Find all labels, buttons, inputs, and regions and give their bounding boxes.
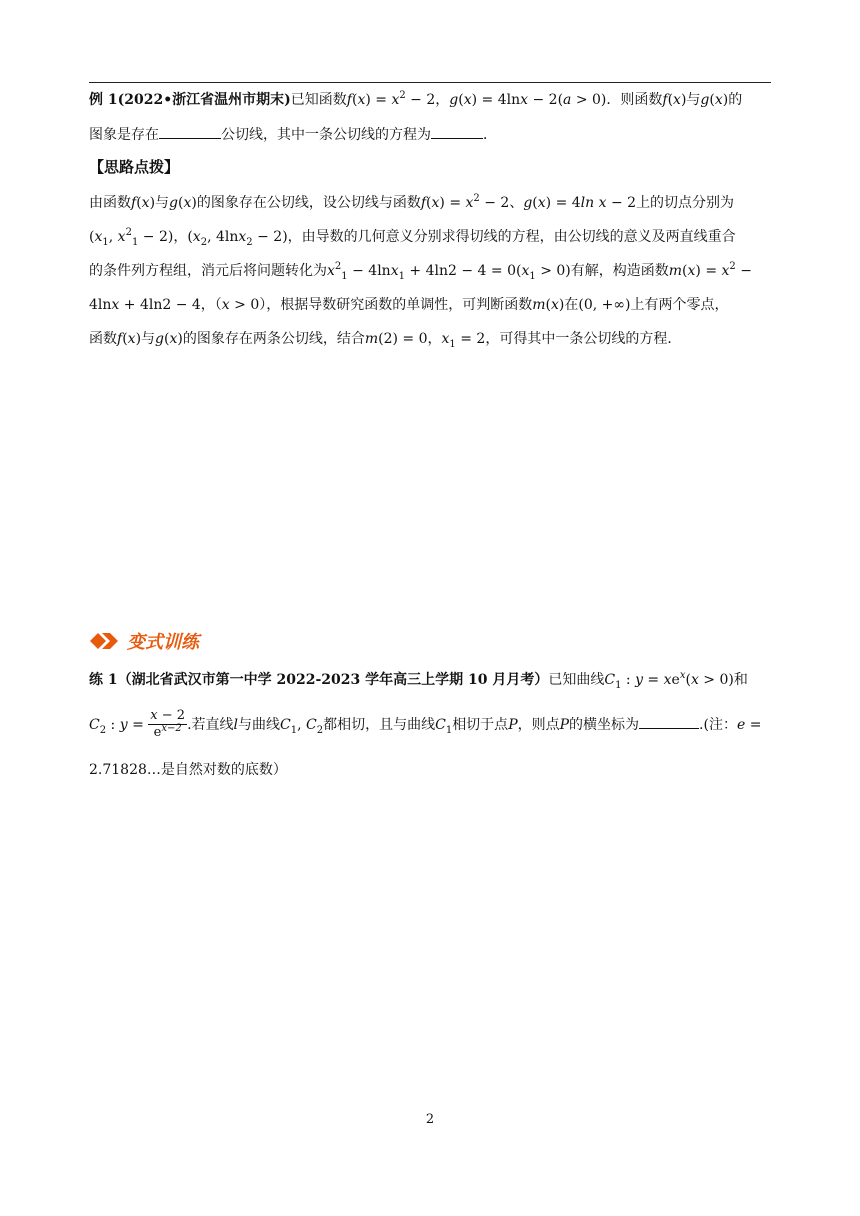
example-text: 与 — [686, 92, 701, 108]
double-chevron-icon — [89, 630, 123, 652]
exercise-line-1: 练 1（湖北省武汉市第一中学 2022-2023 学年高三上学期 10 月月考）已知曲线$C_1$ : $y = xe^x(x > 0)$和 — [89, 670, 748, 691]
example-line-2 — [89, 124, 497, 146]
hint-line-1: 由函数f(x)与g(x)的图象存在公切线，设公切线与函数$f(x) = x^2 - 2$、g(x) = 4ln x − 2上的切点分别为 — [89, 193, 735, 211]
hint-line-5: 函数f(x)与g(x)的图象存在两条公切线，结合m(2) = 0，$x_1 = 2$，可得其中一条公切线的方程． — [89, 331, 682, 350]
example-source: (2022•浙江省温州市期末) — [117, 92, 291, 108]
exercise-label: 练 1（湖北省武汉市第一中学 2022-2023 学年高三上学期 10 月月考） — [89, 672, 549, 688]
example-line-1: 例 1(2022•浙江省温州市期末)已知函数$f(x) = x^2 - 2$，g(x) = 4lnx − 2(a > 0)．则函数f(x)与g(x)的 — [89, 90, 743, 108]
hint-line-4: 4lnx + 4ln2 − 4，（x > 0），根据导数研究函数的单调性，可判断函数m(x)在(0, +∞)上有两个零点， — [89, 297, 729, 313]
formula-g: g — [449, 92, 459, 108]
answer-blank-2[interactable] — [431, 124, 483, 139]
section-title: 变式训练 — [127, 632, 199, 653]
example-label: 例 1 — [89, 92, 118, 108]
example-text: 的 — [728, 92, 743, 108]
page-number: 2 — [425, 1112, 435, 1127]
example-text: ．则函数 — [606, 92, 663, 108]
example-text: ． — [483, 127, 497, 143]
exercise-line-2: $C_2$ : y = $\frac{x - 2}{e^{x-2}}$ .若直线l与曲线$C_1$, $C_2$都相切，且与曲线$C_1$相切于点P，则点P的横坐标为 .(注：e = — [89, 708, 762, 740]
example-text: ， — [435, 92, 450, 108]
hint-line-2: ($x_1$, $x^2_1 - 2$)，($x_2$, 4lnx$_2$ − 2)，由导数的几何意义分别求得切线的方程，由公切线的意义及两直线重合 — [89, 227, 736, 248]
exercise-line-3: 2.71828…是自然对数的底数） — [89, 762, 287, 778]
answer-blank-1[interactable] — [159, 124, 221, 139]
answer-blank-3[interactable] — [639, 714, 699, 729]
fraction: $\frac{x - 2}{e^{x-2}}$ — [150, 708, 186, 740]
example-text: 图象是存在 — [89, 127, 159, 143]
example-text: 公切线，其中一条公切线的方程为 — [221, 127, 431, 143]
formula-f: f — [346, 92, 352, 108]
section-header — [89, 628, 199, 654]
header-rule — [89, 82, 771, 83]
hint-line-3: 的条件列方程组，消元后将问题转化为$x^2_1 - 4\ln x_1 + 4\ln 2 - 4 = 0(x_1 > 0)$有解，构造函数$m(x) = x^2$ − — [89, 261, 752, 282]
example-text: 已知函数 — [290, 92, 347, 108]
hint-heading: 【思路点拨】 — [89, 158, 180, 176]
